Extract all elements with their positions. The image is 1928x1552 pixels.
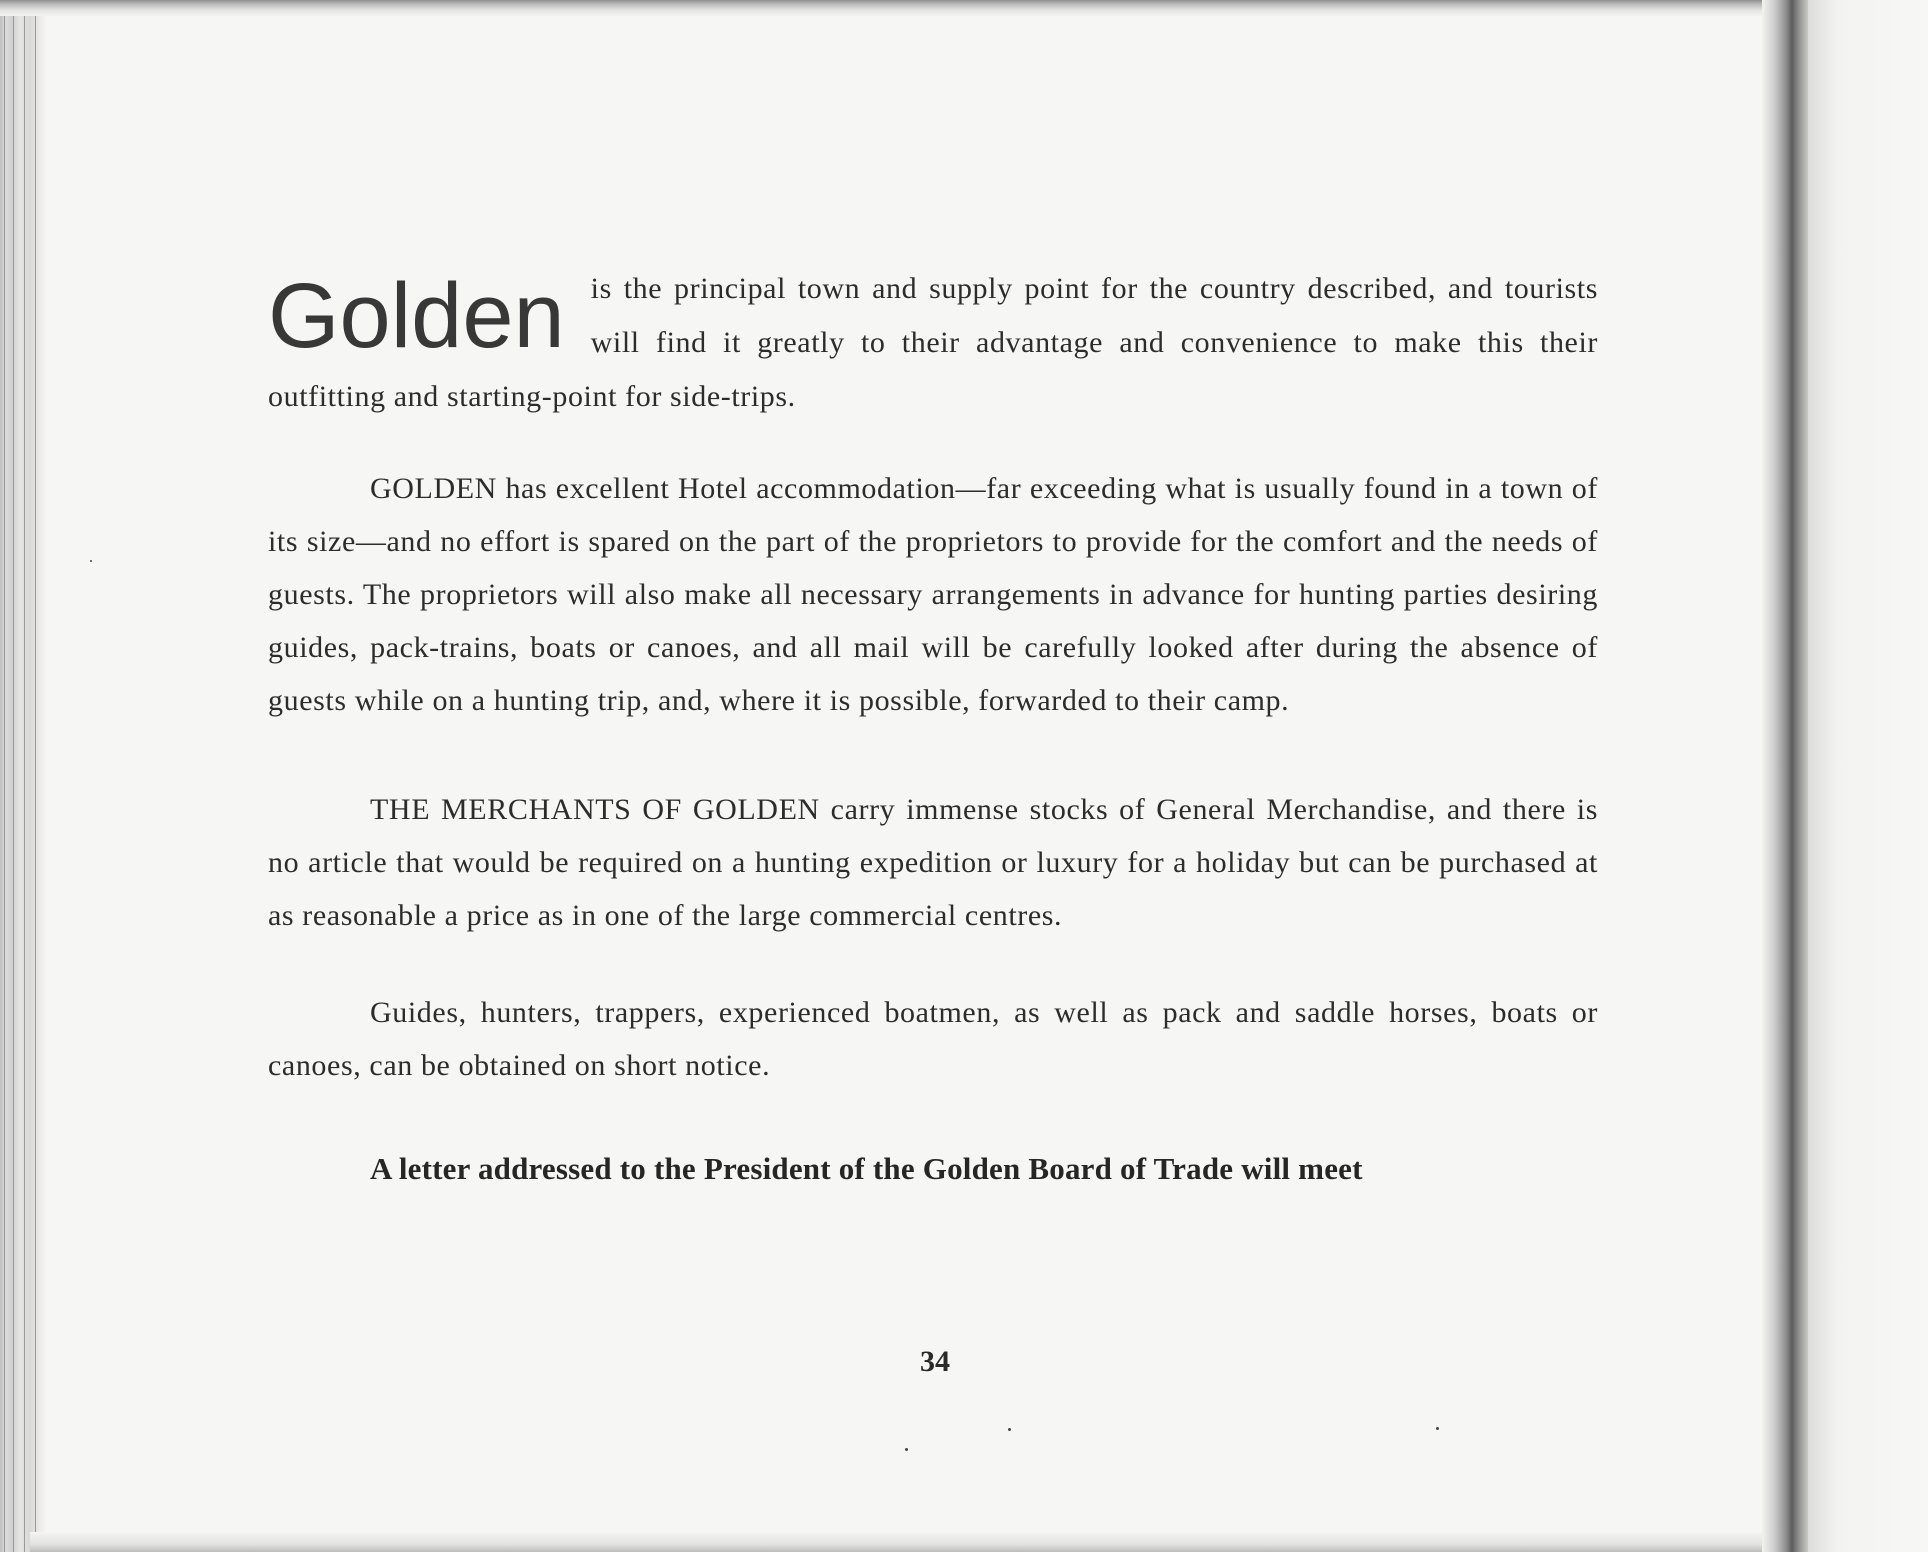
paper-speck (90, 560, 92, 562)
page-edge-line (35, 0, 36, 1552)
intro-paragraph (268, 262, 1598, 424)
paper-speck (1008, 1428, 1011, 1431)
page-edge-line (4, 0, 5, 1552)
display-heading-word: Golden (268, 265, 565, 367)
page-body (268, 262, 1598, 1195)
paper-speck (1436, 1427, 1439, 1430)
merchants-paragraph: THE MERCHANTS OF GOLDEN carry immense stocks of General Merchandise, and there is no article that would be required on a hunting expedition or luxury for a holiday but can be purchased at as reasonable a price as in one of the large commercial centres. (268, 793, 1598, 932)
intro-paragraph-text: is the principal town and supply point for the country described, and tourists will find it greatly to their advantage and convenience to make this their outfitting and starting-point for side-trips. (268, 272, 1598, 413)
letter-paragraph: A letter addressed to the President of the Golden Board of Trade will meet (370, 1151, 1363, 1186)
book-binding-gutter (1762, 0, 1808, 1552)
page-number: 34 (920, 1345, 950, 1378)
page-top-edge (0, 0, 1790, 16)
page-stack-left-edge (0, 0, 46, 1552)
paper-speck (905, 1448, 908, 1451)
page-edge-line (24, 0, 25, 1552)
page-bottom-edge (30, 1532, 1780, 1552)
hotel-paragraph: GOLDEN has excellent Hotel accommodation—far exceeding what is usually found in a town of its size—and no effort is spared on the part of the proprietors to provide for the comfort and the needs of guests. The proprietors will also make all necessary arrangements in advance for hunting parties desiring guides, pack-trains, boats or canoes, and all mail will be carefully looked after during the absence of guests while on a hunting trip, and, where it is possible, forwarded to their camp. (268, 472, 1598, 717)
page-edge-line (13, 0, 14, 1552)
guides-paragraph: Guides, hunters, trappers, experienced boatmen, as well as pack and saddle horses, boats or canoes, can be obtained on short notice. (268, 996, 1598, 1082)
facing-page-edge (1808, 0, 1928, 1552)
